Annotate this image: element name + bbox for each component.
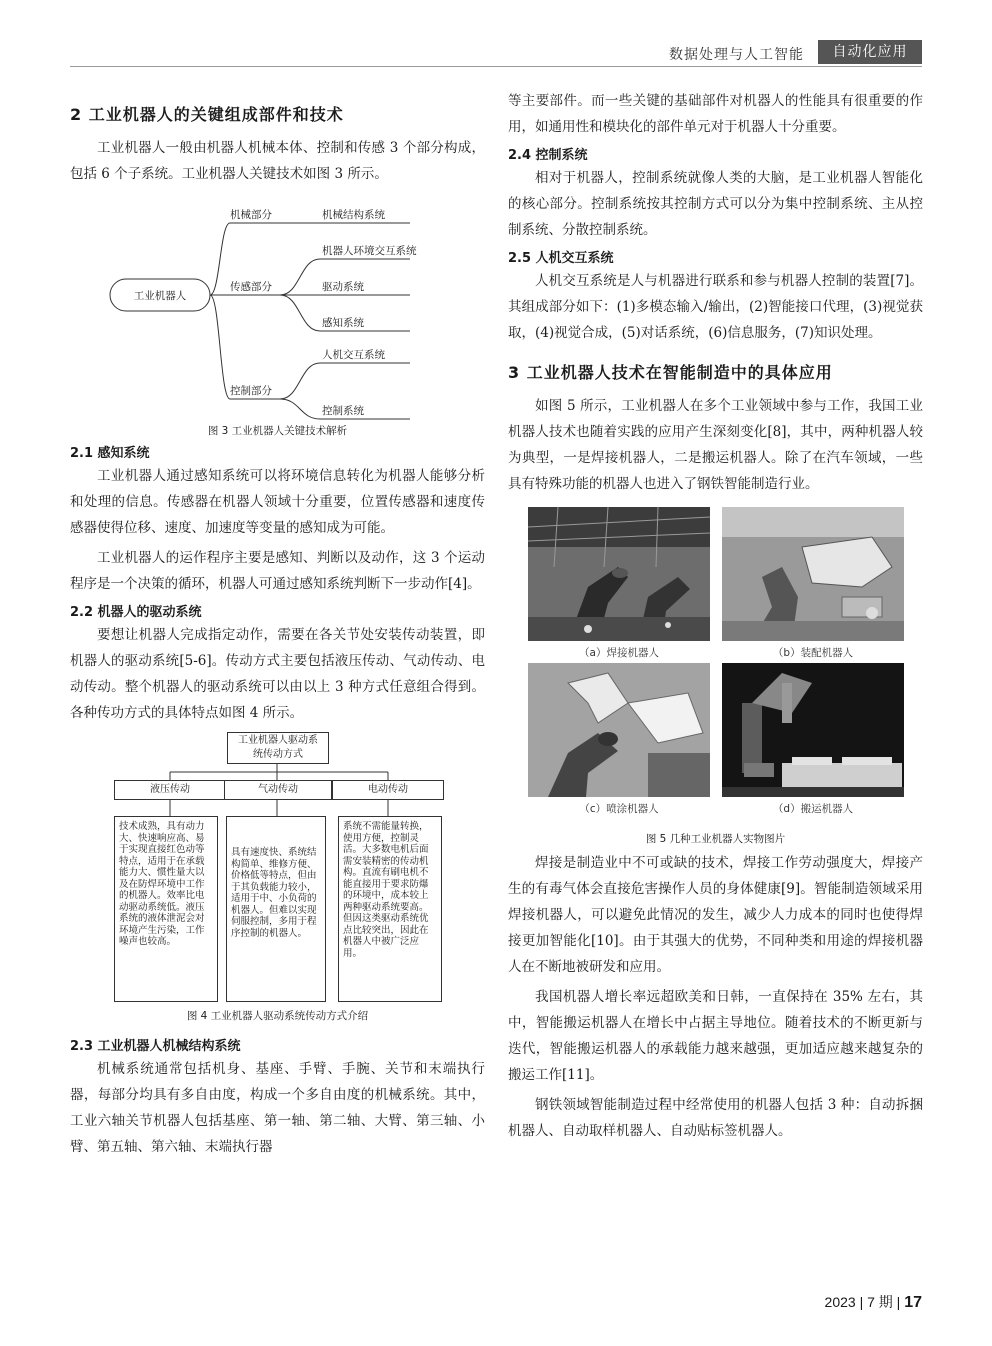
section-2-4-para-1: 相对于机器人，控制系统就像人类的大脑，是工业机器人智能化的核心部分。控制系统按其控制方式可以分为集中控制系统、主从控制系统、分散控制系统。: [508, 170, 923, 238]
photo-handling-robot: [722, 663, 904, 797]
leaf-control-system: 控制系统: [322, 405, 364, 417]
section-2-2-para-1: 要想让机器人完成指定动作，需要在各关节处安装传动装置，即机器人的驱动系统[5-6]。传动方式主要包括液压传动、气动传动、电动传动。整个机器人的驱动系统可以由以上 3 种方式任意组合得到。各种传功方式的具体特点如图 4 所示。: [70, 627, 485, 721]
fig4-root-box: [227, 732, 329, 764]
section-2-intro: 工业机器人一般由机器人机械本体、控制和传感 3 个部分构成，包括 6 个子系统。工业机器人关键技术如图 3 所示。: [70, 140, 485, 182]
section-tag: 自动化应用: [818, 40, 922, 64]
photo-welding-robot: [528, 507, 710, 641]
section-2-1-heading: 2.1 感知系统: [70, 446, 150, 461]
welding-paragraph: 焊接是制造业中不可或缺的技术，焊接工作劳动强度大，焊接产生的有毒气体会直接危害操作人员的身体健康[9]。智能制造领域采用焊接机器人，可以避免此情况的发生，减少人力成本的同时也使得焊接更加智能化[10]。由于其强大的优势，不同种类和用途的焊接机器人在不断地被研发和应用。: [508, 855, 923, 975]
section-2-3-para-1: 机械系统通常包括机身、基座、手臂、手腕、关节和末端执行器，每部分均具有多自由度，构成一个多自由度的机械系统。其中，工业六轴关节机器人包括基座、第一轴、第二轴、大臂、第三轴、小臂、第五轴、第六轴、末端执行器: [70, 1061, 485, 1155]
right-column: [508, 88, 923, 1148]
leaf-mechanical-structure: 机械结构系统: [322, 209, 385, 221]
section-2-5-para-1: 人机交互系统是人与机器进行联系和参与机器人控制的装置[7]。其组成部分如下：(1)多模态输入/输出，(2)智能接口代理，(3)视觉获取，(4)视觉合成，(5)对话系统，(6)信息服务，(7)知识处理。: [508, 273, 923, 341]
fig4-desc-pneumatic: 具有速度快、系统结构简单、维修方便、价格低等特点，但由于其负载能力较小，适用于中、小负荷的机器人。但难以实现伺服控制，多用于程序控制的机器人。: [226, 816, 326, 1002]
figure-4: [70, 732, 485, 1006]
section-2-1-para-1: 工业机器人通过感知系统可以将环境信息转化为机器人能够分析和处理的信息。传感器在机器人领域十分重要，位置传感器和速度传感器使得位移、速度、加速度等变量的感知成为可能。: [70, 468, 485, 536]
label-welding-robot: （a）焊接机器人: [579, 647, 659, 659]
leaf-hmi-system: 人机交互系统: [322, 349, 385, 361]
fig4-type-pneumatic-label: 气动传动: [258, 784, 298, 795]
mindmap-root: 工业机器人: [133, 290, 187, 302]
steel-robots-paragraph: 钢铁领域智能制造过程中经常使用的机器人包括 3 种：自动拆捆机器人、自动取样机器人、自动贴标签机器人。: [508, 1097, 923, 1139]
fig4-type-pneumatic: [224, 780, 332, 800]
assembly-robot-image: [722, 507, 904, 641]
fig4-type-electric-label: 电动传动: [368, 784, 408, 795]
painting-robot-image: [528, 663, 710, 797]
handling-robot-image: [722, 663, 904, 797]
section-2-5-heading: 2.5 人机交互系统: [508, 251, 614, 266]
photo-assembly-robot: [722, 507, 904, 641]
section-3-heading: 3 工业机器人技术在智能制造中的具体应用: [508, 363, 833, 382]
issue-label: 2023 | 7 期 |: [824, 1294, 901, 1310]
figure-3: [70, 193, 485, 421]
growth-paragraph: 我国机器人增长率远超欧美和日韩，一直保持在 35% 左右，其中，智能搬运机器人在增长中占据主导地位。随着技术的不断更新与迭代，智能搬运机器人的承载能力越来越强，更加适应越来越复杂的搬运工作[11]。: [508, 989, 923, 1083]
fig4-desc-hydraulic: 技术成熟，具有动力大、快速响应高、易于实现直接红色动等特点，适用于在承载能力大、惯性量大以及在防焊环境中工作的机器人。效率比电动驱动系统低。液压系统的液体泄泥会对环境产生污染，工作噪声也较高。: [114, 816, 218, 1002]
branch-sensing: 传感部分: [230, 281, 272, 293]
section-3-para-1: 如图 5 所示，工业机器人在多个工业领域中参与工作，我国工业机器人技术也随着实践的应用产生深刻变化[8]，其中，两种机器人较为典型，一是焊接机器人，二是搬运机器人。除了在汽车领域，一些具有特殊功能的机器人也进入了钢铁智能制造行业。: [508, 398, 923, 492]
branch-mechanical: 机械部分: [230, 209, 272, 221]
leaf-perception-system: 感知系统: [322, 317, 364, 329]
section-2-2-heading: 2.2 机器人的驱动系统: [70, 605, 202, 620]
figure-5: [508, 507, 923, 829]
page-number: 17: [904, 1294, 922, 1311]
fig4-type-hydraulic-label: 液压传动: [150, 784, 190, 795]
section-2-4-heading: 2.4 控制系统: [508, 148, 588, 163]
photo-painting-robot: [528, 663, 710, 797]
fig4-type-hydraulic: [114, 780, 226, 800]
leaf-environment-interaction: 机器人环境交互系统: [322, 245, 417, 257]
label-painting-robot: （c）喷涂机器人: [579, 803, 659, 815]
figure-4-caption: 图 4 工业机器人驱动系统传动方式介绍: [186, 1010, 369, 1022]
figure-3-mindmap: [70, 193, 485, 421]
figure-5-caption: 图 5 几种工业机器人实物图片: [645, 833, 786, 845]
fig4-type-electric: [332, 780, 444, 800]
left-column: [70, 88, 485, 1164]
journal-name: 数据处理与人工智能: [669, 47, 804, 63]
fig4-desc-electric: 系统不需能量转换，使用方便，控制灵活。大多数电机后面需安装精密的传动机构。直流有刷电机不能直接用于要求防爆的环境中，成本较上两种驱动系统要高。但因这类驱动系统优点比较突出，因此在机器人中被广泛应用。: [338, 816, 442, 1002]
label-handling-robot: （d）搬运机器人: [772, 803, 854, 815]
welding-robot-image: [528, 507, 710, 641]
branch-control: 控制部分: [230, 385, 272, 397]
leaf-drive-system: 驱动系统: [322, 281, 364, 293]
section-2-3-para-1-cont: 等主要部件。而一些关键的基础部件对机器人的性能具有很重要的作用，如通用性和模块化的部件单元对于机器人十分重要。: [508, 93, 923, 135]
fig4-root-label: 工业机器人驱动系统传动方式: [238, 735, 318, 760]
section-2-1-para-2: 工业机器人的运作程序主要是感知、判断以及动作，这 3 个运动程序是一个决策的循环，机器人可通过感知系统判断下一步动作[4]。: [70, 550, 485, 592]
section-2-heading: 2 工业机器人的关键组成部件和技术: [70, 105, 344, 124]
header-rule: [70, 66, 922, 67]
section-2-3-heading: 2.3 工业机器人机械结构系统: [70, 1039, 241, 1054]
page-footer: [825, 1292, 922, 1312]
label-assembly-robot: （b）装配机器人: [772, 647, 854, 659]
figure-3-caption: 图 3 工业机器人关键技术解析: [207, 425, 348, 437]
